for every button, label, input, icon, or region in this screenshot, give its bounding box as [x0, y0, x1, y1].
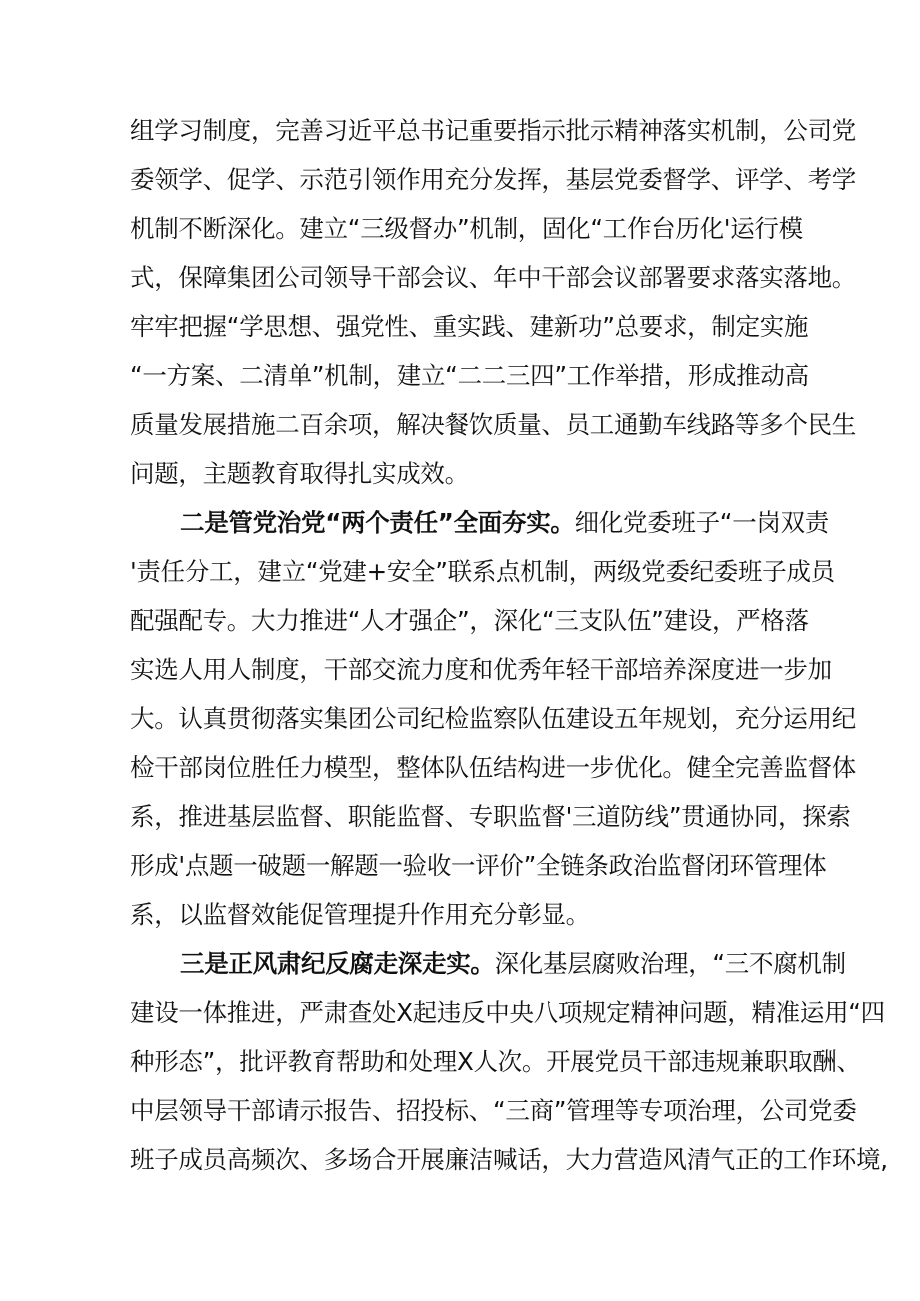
text-line: 种形态”，批评教育帮助和处理X人次。开展党员干部违规兼职取酬、 — [130, 1047, 861, 1076]
text-line: 建设一体推进，严肃查处X起违反中央八项规定精神问题，精准运用“四 — [130, 998, 885, 1027]
text-line: 组学习制度，完善习近平总书记重要指示批示精神落实机制，公司党 — [130, 116, 856, 145]
text-line: 系，推进基层监督、职能监督、专职监督'三道防线”贯通协同，探索 — [130, 802, 851, 831]
text-line: 实选人用人制度，干部交流力度和优秀年轻干部培养深度进一步加 — [130, 655, 832, 684]
paragraph-text: 细化党委班子“一岗双责 — [574, 508, 830, 537]
paragraph-first-line — [180, 505, 829, 541]
paragraph-heading: 三是正风肃纪反腐走深走实。 — [180, 949, 495, 978]
text-line: '责任分工，建立“党建+安全”联系点机制，两级党委纪委班子成员 — [130, 557, 835, 586]
text-line: 质量发展措施二百余项，解决餐饮质量、员工通勤车线路等多个民生 — [130, 410, 856, 439]
paragraph-first-line — [180, 946, 846, 982]
text-line: 问题，主题教育取得扎实成效。 — [130, 459, 469, 488]
text-line: 检干部岗位胜任力模型，整体队伍结构进一步优化。健全完善监督体 — [130, 753, 856, 782]
paragraph-text: 深化基层腐败治理，“三不腐机制 — [494, 949, 846, 978]
text-line: 班子成员高频次、多场合开展廉洁喊话，大力营造风清气正的工作环境, — [130, 1145, 888, 1174]
text-line: 形成'点题一破题一解题一验收一评价”全链条政治监督闭环管理体 — [130, 851, 827, 880]
text-line: 大。认真贯彻落实集团公司纪检监察队伍建设五年规划，充分运用纪 — [130, 704, 856, 733]
text-line: 式，保障集团公司领导干部会议、年中干部会议部署要求落实落地。 — [130, 263, 856, 292]
text-line: 机制不断深化。建立“三级督办”机制，固化“工作台历化'运行模 — [130, 214, 803, 243]
text-line: “一方案、二清单”机制，建立“二二三四”工作举措，形成推动高 — [130, 361, 809, 390]
paragraph-heading: 二是管党治党“两个责任”全面夯实。 — [180, 508, 575, 537]
text-line: 委领学、促学、示范引领作用充分发挥，基层党委督学、评学、考学 — [130, 165, 856, 194]
text-line: 配强配专。大力推进“人才强企”，深化“三支队伍”建设，严格落 — [130, 606, 809, 635]
text-line: 系，以监督效能促管理提升作用充分彰显。 — [130, 900, 590, 929]
text-line: 牢牢把握“学思想、强党性、重实践、建新功”总要求，制定实施 — [130, 312, 809, 341]
text-line: 中层领导干部请示报告、招投标、“三商”管理等专项治理，公司党委 — [130, 1096, 857, 1125]
